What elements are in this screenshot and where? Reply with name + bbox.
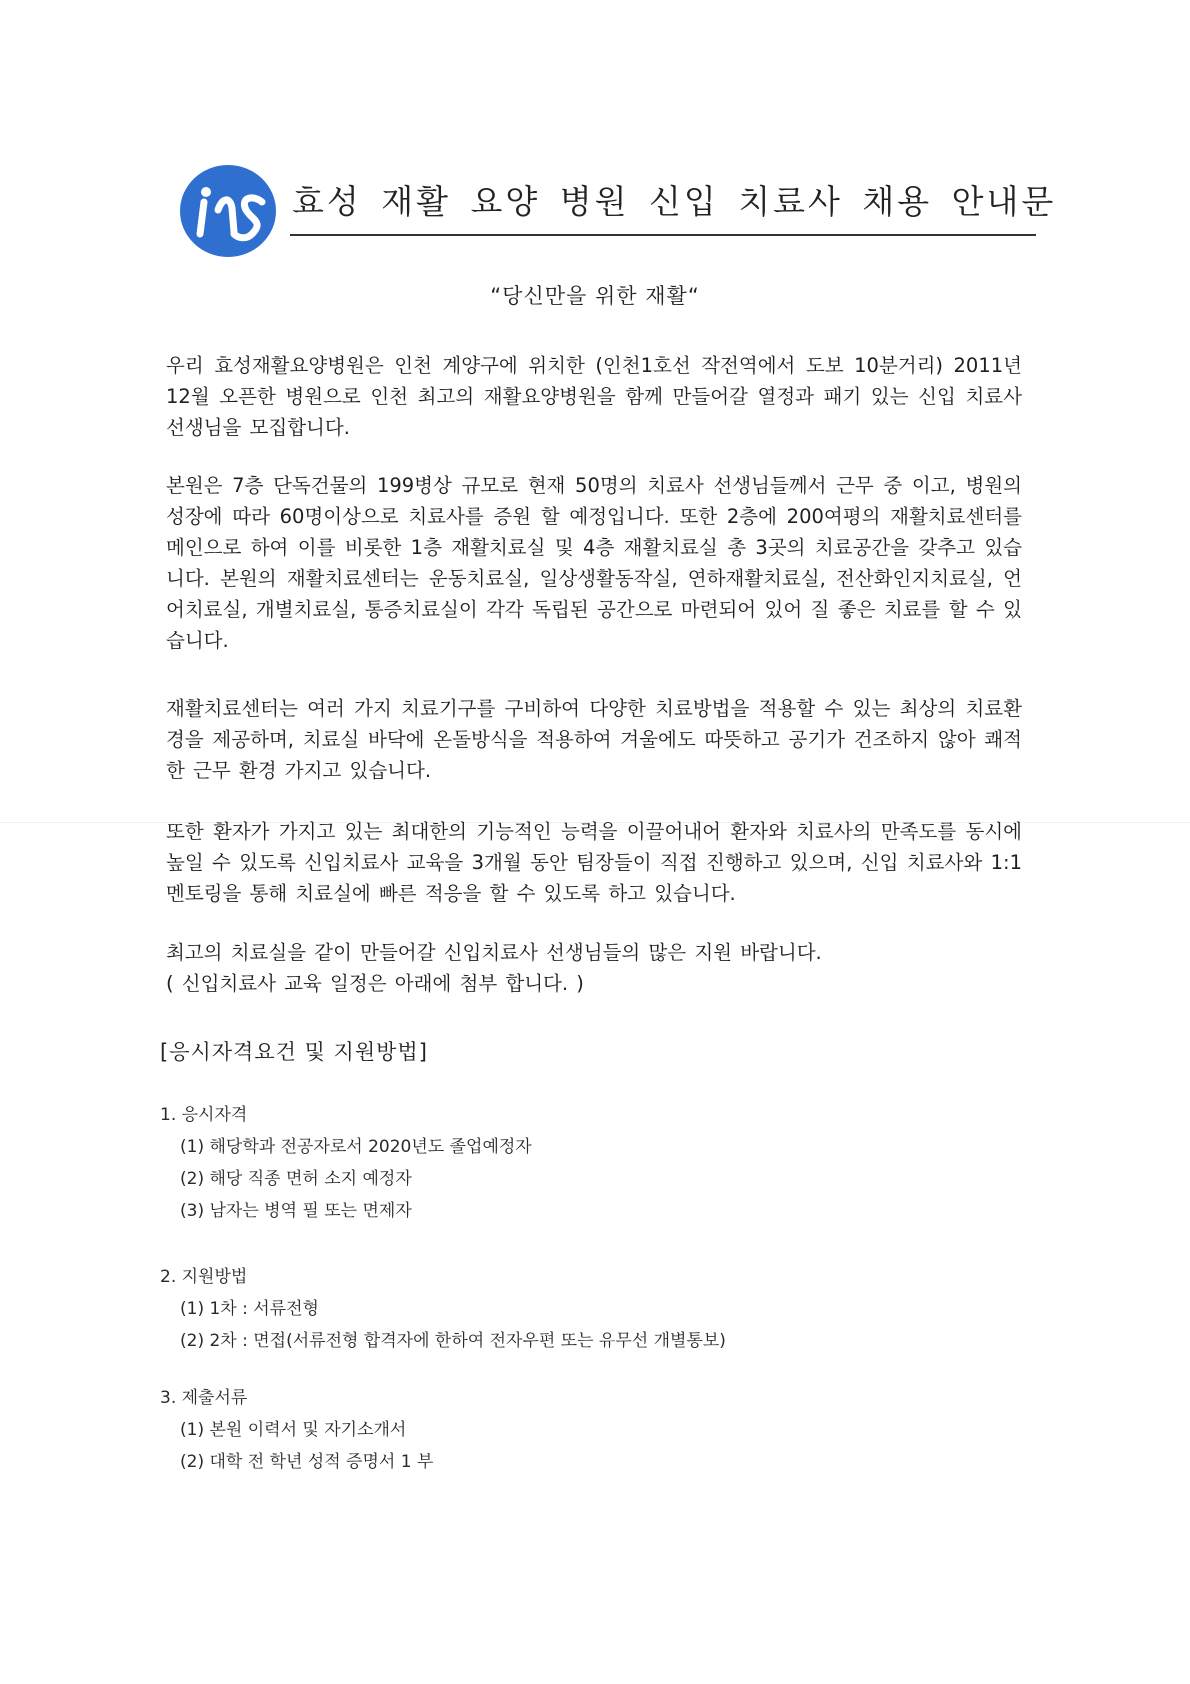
requirement-item: (2) 대학 전 학년 성적 증명서 1 부 (180, 1452, 434, 1472)
hospital-logo (178, 162, 282, 258)
environment-paragraph: 재활치료센터는 여러 가지 치료기구를 구비하여 다양한 치료방법을 적용할 수 있는 최상의 치료환경을 제공하며, 치료실 바닥에 온돌방식을 적용하여 겨울에도 따뜻하고 공기가 건조하지 않아 쾌적한 근무 환경 가지고 있습니다. (166, 697, 1022, 782)
requirement-group-qualifications (160, 1100, 1040, 1227)
closing-paragraph (166, 937, 1022, 999)
section-heading: [응시자격요건 및 지원방법] (160, 1040, 428, 1064)
page-title: 효성 재활 요양 병원 신입 치료사 채용 안내문 (292, 182, 1057, 221)
requirement-item: (3) 남자는 병역 필 또는 면제자 (180, 1201, 412, 1221)
closing-note: ( 신입치료사 교육 일정은 아래에 첨부 합니다. ) (166, 972, 584, 995)
requirement-group-application (160, 1262, 1040, 1357)
requirement-item: (2) 2차 : 면접(서류전형 합격자에 한하여 전자우편 또는 유무선 개별통보) (180, 1331, 726, 1351)
slogan: “당신만을 위한 재활“ (490, 284, 700, 308)
requirement-group-documents (160, 1383, 1040, 1478)
training-paragraph: 또한 환자가 가지고 있는 최대한의 기능적인 능력을 이끌어내어 환자와 치료사의 만족도를 동시에 높일 수 있도록 신입치료사 교육을 3개월 동안 팀장들이 직접 진행하고 있으며, 신입 치료사와 1:1 멘토링을 통해 치료실에 빠른 적응을 할 수 있도록 하고 있습니다. (166, 820, 1022, 905)
closing-line: 최고의 치료실을 같이 만들어갈 신입치료사 선생님들의 많은 지원 바랍니다. (166, 941, 822, 964)
requirement-item: (1) 해당학과 전공자로서 2020년도 졸업예정자 (180, 1137, 532, 1157)
document-header (178, 158, 1057, 258)
requirement-title: 1. 응시자격 (160, 1105, 248, 1125)
requirement-item: (2) 해당 직종 면허 소지 예정자 (180, 1169, 412, 1189)
requirement-item: (1) 1차 : 서류전형 (180, 1299, 319, 1319)
requirement-title: 3. 제출서류 (160, 1388, 248, 1408)
title-underline (290, 234, 1036, 236)
facility-paragraph: 본원은 7층 단독건물의 199병상 규모로 현재 50명의 치료사 선생님들께서 근무 중 이고, 병원의 성장에 따라 60명이상으로 치료사를 증원 할 예정입니다. 또한 2층에 200여평의 재활치료센터를 메인으로 하여 이를 비롯한 1층 재활치료실 및 4층 재활치료실 총 3곳의 치료공간을 갖추고 있습니다. 본원의 재활치료센터는 운동치료실, 일상생활동작실, 연하재활치료실, 전산화인지치료실, 언어치료실, 개별치료실, 통증치료실이 각각 독립된 공간으로 마련되어 있어 질 좋은 치료를 할 수 있습니다. (166, 474, 1022, 652)
requirement-title: 2. 지원방법 (160, 1267, 248, 1287)
requirement-item: (1) 본원 이력서 및 자기소개서 (180, 1420, 407, 1440)
intro-paragraph: 우리 효성재활요양병원은 인천 계양구에 위치한 (인천1호선 작전역에서 도보 10분거리) 2011년 12월 오픈한 병원으로 인천 최고의 재활요양병원을 함께 만들어갈 열정과 패기 있는 신입 치료사 선생님을 모집합니다. (166, 354, 1022, 439)
